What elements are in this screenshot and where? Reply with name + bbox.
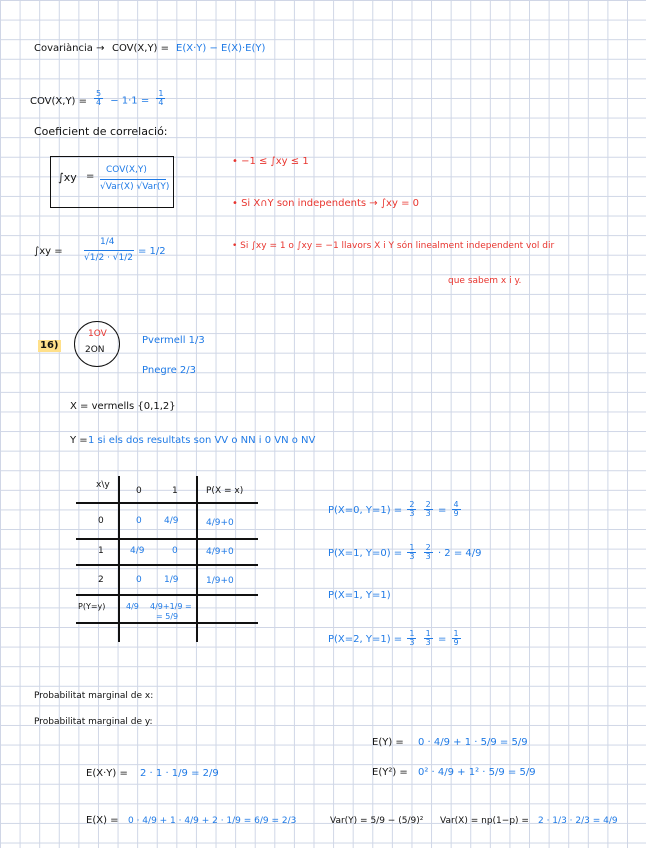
note-independent: • Si X∩Y son independents → ∫xy = 0 — [232, 198, 419, 209]
cov-calc-lhs: COV(X,Y) = — [30, 96, 88, 107]
rho-calc-lhs: ∫xy = — [34, 246, 63, 257]
x-definition: X = vermells {0,1,2} — [70, 401, 176, 412]
table-hline — [76, 622, 258, 624]
var-y: Var(Y) = 5/9 − (5/9)² — [330, 816, 424, 826]
ex-rhs: 0 · 4/9 + 1 · 4/9 + 2 · 1/9 = 6/9 = 2/3 — [128, 816, 297, 826]
covariance-label: Covariància → — [34, 43, 105, 54]
fraction: $\frac{5}{4}$ — [96, 89, 102, 108]
note-linear-cont: que sabem x i y. — [448, 276, 522, 286]
cov-calc-rhs: $\frac{5}{4}$ − 1·1 = $\frac{1}{4}$ — [96, 89, 164, 108]
exy-rhs: 2 · 1 · 1/9 = 2/9 — [140, 768, 219, 779]
urn-black-count: 2ON — [85, 345, 105, 355]
var-x-lhs: Var(X) = np(1−p) = — [440, 816, 529, 826]
table-row-label: 0 — [98, 516, 104, 526]
table-bottom-cell: 4/9 — [126, 602, 139, 611]
note-range: • −1 ≤ ∫xy ≤ 1 — [232, 156, 309, 167]
table-hline — [76, 502, 258, 504]
formula-numerator: COV(X,Y) — [106, 165, 147, 175]
problem-number: 16) — [40, 340, 59, 351]
table-hline — [76, 594, 258, 596]
table-vline — [118, 476, 120, 642]
table-bottom-cell: 4/9+1/9 = — [150, 602, 192, 611]
table-cell: 0 — [136, 575, 142, 585]
exy-lhs: E(X·Y) = — [86, 768, 128, 779]
table-cell: 1/9+0 — [206, 576, 234, 586]
joint-prob-4: P(X=2, Y=1) = $\frac{1}{3}$ $\frac{1}{3}$ = $\frac{1}{9}$ — [328, 629, 459, 648]
fraction-bar — [100, 179, 166, 180]
rho-calc-numerator: 1/4 — [100, 237, 115, 247]
ey-rhs: 0 · 4/9 + 1 · 5/9 = 5/9 — [418, 737, 528, 748]
table-cell: 4/9 — [164, 516, 179, 526]
table-cell: 4/9+0 — [206, 518, 234, 528]
table-cell: 1/9 — [164, 575, 179, 585]
rho-calc-result: = 1/2 — [138, 246, 166, 257]
table-cell: 4/9 — [130, 546, 145, 556]
prob-red: Pvermell 1/3 — [142, 335, 205, 346]
table-row-label: 1 — [98, 546, 104, 556]
joint-prob-3: P(X=1, Y=1) — [328, 590, 391, 601]
rho-symbol: ∫xy — [58, 171, 77, 184]
correlation-heading: Coeficient de correlació: — [34, 125, 168, 138]
table-hline — [76, 564, 258, 566]
rho-calc-denominator: √1/2 · √1/2 — [84, 253, 134, 263]
ex-lhs: E(X) = — [86, 815, 119, 826]
formula-denominator: √Var(X) √Var(Y) — [100, 182, 170, 192]
table-col-header: P(X = x) — [206, 486, 244, 496]
table-corner: x\y — [96, 480, 110, 490]
prob-black: Pnegre 2/3 — [142, 365, 197, 376]
var-x-rhs: 2 · 1/3 · 2/3 = 4/9 — [538, 816, 618, 826]
table-col-header: 1 — [172, 486, 178, 496]
table-vline — [196, 476, 198, 642]
covariance-lhs: COV(X,Y) = — [112, 43, 170, 54]
table-row-label: 2 — [98, 575, 104, 585]
marginal-x-heading: Probabilitat marginal de x: — [34, 691, 154, 701]
joint-prob-2: P(X=1, Y=0) = $\frac{1}{3}$ $\frac{2}{3}$ · 2 = 4/9 — [328, 543, 482, 562]
table-bottom-label: P(Y=y) — [78, 602, 106, 611]
covariance-rhs: E(X·Y) − E(X)·E(Y) — [176, 43, 266, 54]
ey-lhs: E(Y) = — [372, 737, 404, 748]
marginal-y-heading: Probabilitat marginal de y: — [34, 717, 153, 727]
fraction-bar — [84, 250, 134, 251]
urn-circle — [74, 321, 120, 367]
ey2-rhs: 0² · 4/9 + 1² · 5/9 = 5/9 — [418, 767, 536, 778]
y-definition: 1 si els dos resultats son VV o NN i 0 VN o NV — [88, 435, 316, 446]
table-col-header: 0 — [136, 486, 142, 496]
y-label: Y = — [70, 435, 88, 446]
table-hline — [76, 538, 258, 540]
joint-prob-1: P(X=0, Y=1) = $\frac{2}{3}$ $\frac{2}{3}$ = $\frac{4}{9}$ — [328, 500, 459, 519]
table-bottom-cell: = 5/9 — [156, 612, 179, 621]
note-linear: • Si ∫xy = 1 o ∫xy = −1 llavors X i Y són linealment independent vol dir — [232, 241, 555, 251]
ey2-lhs: E(Y²) = — [372, 767, 408, 778]
fraction: $\frac{1}{4}$ — [158, 89, 164, 108]
table-cell: 0 — [172, 546, 178, 556]
urn-red-count: 1OV — [88, 329, 107, 339]
table-cell: 0 — [136, 516, 142, 526]
table-cell: 4/9+0 — [206, 547, 234, 557]
formula-equals: = — [86, 171, 95, 182]
